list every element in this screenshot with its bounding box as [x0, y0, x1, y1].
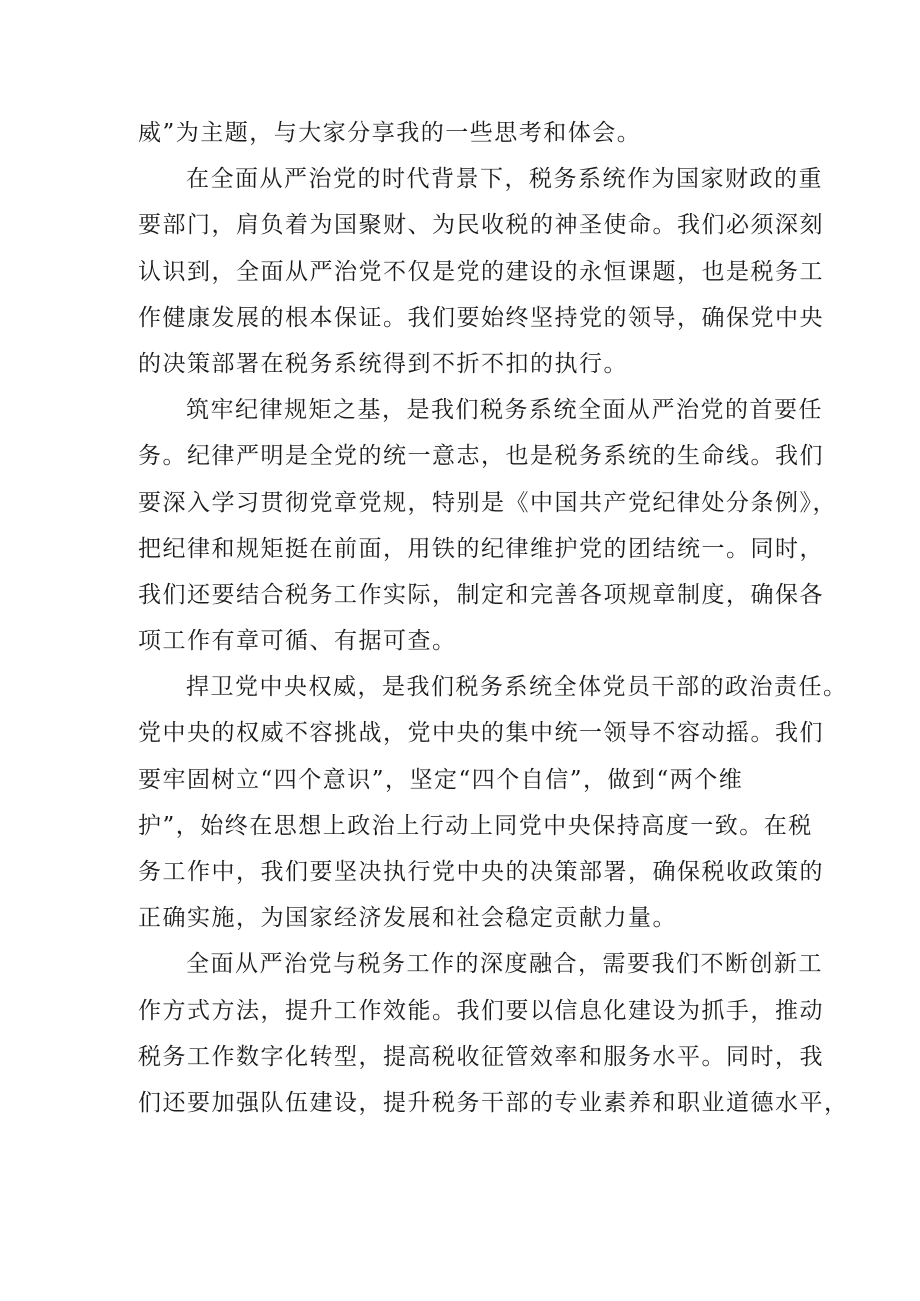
- paragraph-first-line: 全面从严治党与税务工作的深度融合，需要我们不断创新工: [186, 951, 823, 978]
- text-line: 务工作中，我们要坚决执行党中央的决策部署，确保税收政策的: [138, 859, 824, 885]
- text-line: 税务工作数字化转型，提高税收征管效率和服务水平。同时，我: [138, 1043, 824, 1070]
- text-line: 护”，始终在思想上政治上行动上同党中央保持高度一致。在税: [138, 812, 813, 839]
- text-line: 要部门，肩负着为国聚财、为民收税的神圣使命。我们必须深刻: [138, 212, 824, 239]
- text-line: 把纪律和规矩挺在前面，用铁的纪律维护党的团结统一。同时，: [138, 535, 824, 562]
- text-line: 务。纪律严明是全党的统一意志，也是税务系统的生命线。我们: [138, 443, 824, 470]
- text-line: 项工作有章可循、有据可查。: [138, 628, 457, 655]
- text-line: 作健康发展的根本保证。我们要始终坚持党的领导，确保党中央: [138, 304, 824, 331]
- paragraph-first-line: 捍卫党中央权威，是我们税务系统全体党员干部的政治责任。: [186, 674, 848, 701]
- body-text: [138, 110, 849, 1126]
- paragraph-first-line: 在全面从严治党的时代背景下，税务系统作为国家财政的重: [186, 166, 823, 193]
- text-line: 威”为主题，与大家分享我的一些思考和体会。: [138, 120, 642, 146]
- text-line: 们还要加强队伍建设，提升税务干部的专业素养和职业道德水平，: [138, 1089, 849, 1116]
- paragraph-first-line: 筑牢纪律规矩之基，是我们税务系统全面从严治党的首要任: [186, 397, 823, 424]
- text-line: 党中央的权威不容挑战，党中央的集中统一领导不容动摇。我们: [138, 720, 824, 747]
- text-line: 正确实施，为国家经济发展和社会稳定贡献力量。: [138, 905, 677, 932]
- text-line: 要牢固树立“四个意识”，坚定“四个自信”，做到“两个维: [138, 766, 744, 793]
- text-line: 作方式方法，提升工作效能。我们要以信息化建设为抓手，推动: [138, 997, 824, 1024]
- text-line: 认识到，全面从严治党不仅是党的建设的永恒课题，也是税务工: [138, 258, 824, 285]
- text-line: 要深入学习贯彻党章党规，特别是《中国共产党纪律处分条例》，: [138, 489, 837, 516]
- text-line: 的决策部署在税务系统得到不折不扣的执行。: [138, 350, 628, 377]
- text-line: 我们还要结合税务工作实际，制定和完善各项规章制度，确保各: [138, 581, 824, 608]
